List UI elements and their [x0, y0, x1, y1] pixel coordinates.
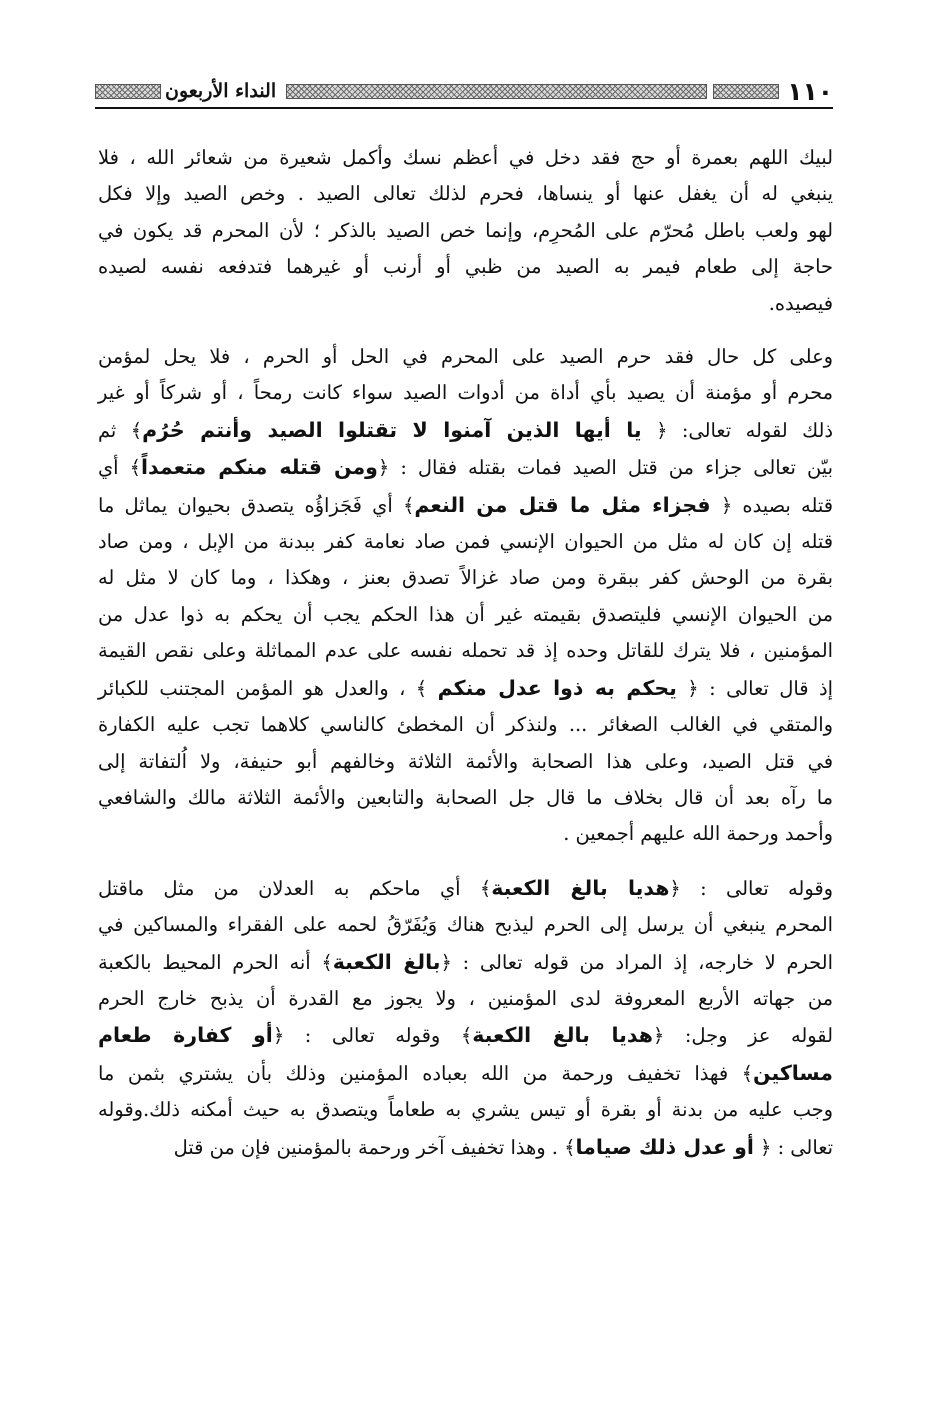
- header-rule: [95, 107, 833, 109]
- text-line: [98, 1092, 833, 1128]
- quran-quote: هديا بالغ الكعبة: [491, 875, 670, 900]
- paragraph: [98, 140, 833, 322]
- text-run: ﴾ أي: [98, 456, 141, 480]
- quran-quote: أو عدل ذلك صياما: [575, 1134, 754, 1159]
- text-run: محرم أو مؤمنة أن يصيد بأي أداة من أدوات الصيد سواء كانت رمحاً ، أو شركاً أو غير: [98, 381, 833, 405]
- text-run: بيّن تعالى جزاء من قتل الصيد فمات بقتله فقال : ﴿: [377, 456, 834, 480]
- text-line: [98, 870, 833, 907]
- text-line: [98, 670, 833, 707]
- text-line: [98, 907, 833, 943]
- text-run: بقرة من الوحش كفر ببقرة ومن صاد غزالاً تصدق بعنز ، وهكذا ، وما كان لا مثل له: [98, 566, 833, 590]
- text-run: لهو ولعب باطل مُحرّم على المُحرِم، وإنما خص الصيد بالذكر ؛ لأن المحرم قد يكون في: [98, 218, 833, 242]
- text-run: لبيك اللهم بعمرة أو حج فقد دخل في أعظم نسك وأكمل شعيرة من شعائر الله ، فلا: [98, 146, 833, 169]
- text-run: ما رآه بعد أن قال بخلاف ما قال جل الصحابة والتابعين والأئمة الثلاثة مالك والشافعي: [98, 785, 833, 809]
- header-ornament-right: [713, 84, 779, 99]
- text-run: إذ قال تعالى : ﴿: [676, 676, 833, 700]
- paragraph: [98, 339, 833, 853]
- text-run: لقوله عز وجل: ﴿: [652, 1024, 833, 1048]
- text-run: ﴾ أي فَجَزاؤُه يتصدق بحيوان يماثل ما: [98, 493, 415, 517]
- text-line: [98, 780, 833, 816]
- text-run: ﴾ ثم: [98, 418, 143, 442]
- page-number: ١١٠: [787, 76, 833, 106]
- text-line: [98, 339, 833, 375]
- text-line: [98, 140, 833, 176]
- text-line: [98, 412, 833, 449]
- quran-quote: ومن قتله منكم متعمداً: [141, 455, 378, 480]
- text-line: [98, 1129, 833, 1166]
- quran-quote: أو كفارة طعام: [98, 1023, 273, 1048]
- text-line: [98, 981, 833, 1017]
- text-run: المؤمنين ، فلا يترك للقاتل وحده إذ قد تحمله نفسه على عدم المماثلة وعلى نقص القيمة: [98, 639, 833, 663]
- quran-quote: بالغ الكعبة: [332, 949, 441, 974]
- text-line: [98, 744, 833, 780]
- text-run: من الحيوان الإنسي فليتصدق بقيمته غير أن هذا الحكم يجب أن يحكم به ذوا عدل من: [98, 602, 833, 626]
- text-line: [98, 449, 833, 486]
- header-ornament-middle: [286, 84, 707, 99]
- quran-quote: فجزاء مثل ما قتل من النعم: [414, 492, 711, 517]
- text-line: [98, 1017, 833, 1054]
- text-run: قتله بصيده ﴿: [710, 493, 833, 517]
- text-run: ﴾ أنه الحرم المحيط بالكعبة: [98, 950, 333, 974]
- text-run: المحرم ينبغي أن يرسل إلى الحرم ليذبح هناك وَيُفَرّقُ لحمه على الفقراء والمساكين في: [98, 913, 833, 937]
- text-run: وعلى كل حال فقد حرم الصيد على المحرم في الحل أو الحرم ، فلا يحل لمؤمن: [98, 345, 833, 369]
- text-run: حاجة إلى طعام فيمر به الصيد من ظبي أو أرنب أو غيرهما فتدفعه نفسه لصيده: [98, 255, 833, 279]
- text-line: [98, 286, 833, 322]
- text-run: ﴾ . وهذا تخفيف آخر ورحمة بالمؤمنين فإن من قتل: [173, 1135, 576, 1159]
- quran-quote: هديا بالغ الكعبة: [472, 1023, 653, 1048]
- text-line: [98, 524, 833, 560]
- text-run: تعالى : ﴿: [753, 1135, 833, 1159]
- paragraph: [98, 870, 833, 1166]
- text-run: ﴾ فهذا تخفيف ورحمة من الله بعباده المؤمنين وذلك بأن يشتري بثمن ما: [98, 1061, 753, 1085]
- text-line: [98, 1055, 833, 1092]
- header-ornament-left: [95, 84, 161, 99]
- text-line: [98, 487, 833, 524]
- quran-quote: مساكين: [753, 1060, 833, 1085]
- text-line: [98, 816, 833, 852]
- text-line: [98, 375, 833, 411]
- text-run: في قتل الصيد، وعلى هذا الصحابة والأئمة الثلاثة وخالفهم أبو حنيفة، ولا اُلتفاتة إلى: [98, 749, 833, 773]
- text-run: وقوله تعالى : ﴿: [669, 876, 833, 900]
- page-header: [95, 76, 833, 112]
- text-run: وجب عليه من بدنة أو بقرة أو تيس يشري به طعاماً ويتصدق به حيث أمكنه ذلك.وقوله: [98, 1098, 833, 1122]
- text-run: ﴾ ، والعدل هو المؤمن المجتنب للكبائر: [98, 676, 438, 700]
- text-line: [98, 597, 833, 633]
- text-run: ذلك لقوله تعالى: ﴿: [641, 418, 834, 442]
- text-run: ﴾ أي ماحكم به العدلان من مثل ماقتل: [98, 876, 492, 900]
- text-line: [98, 707, 833, 743]
- quran-quote: يحكم به ذوا عدل منكم: [437, 675, 677, 700]
- text-run: من جهاته الأربع المعروفة لدى المؤمنين ، ولا يجوز مع القدرة أن يذبح خارج الحرم: [98, 986, 833, 1010]
- text-line: [98, 249, 833, 285]
- text-run: الحرم لا خارجه، إذ المراد من قوله تعالى : ﴿: [440, 950, 833, 974]
- text-line: [98, 176, 833, 212]
- text-run: ينبغي له أن يغفل عنها أو ينساها، فحرم لذلك تعالى الصيد . وخص الصيد وإلا فكل: [98, 182, 833, 206]
- text-line: [98, 213, 833, 249]
- text-run: فيصيده.: [768, 291, 833, 315]
- text-line: [98, 944, 833, 981]
- text-run: ﴾ وقوله تعالى : ﴿: [272, 1024, 473, 1048]
- text-run: وأحمد ورحمة الله عليهم أجمعين .: [563, 822, 833, 846]
- header-row: [95, 76, 833, 106]
- text-line: [98, 560, 833, 596]
- quran-quote: يا أيها الذين آمنوا لا تقتلوا الصيد وأنتم حُرُم: [142, 417, 642, 442]
- running-title: النداء الأربعون: [165, 80, 277, 102]
- body-text: [98, 140, 833, 1166]
- text-line: [98, 633, 833, 669]
- text-run: والمتقي في الغالب الصغائر ... ولنذكر أن المخطئ كالناسي كلاهما تجب عليه الكفارة: [98, 713, 833, 737]
- text-run: قتله إن كان له مثل من الحيوان الإنسي فمن صاد نعامة كفر ببدنة من الإبل ، ومن صاد: [98, 530, 833, 554]
